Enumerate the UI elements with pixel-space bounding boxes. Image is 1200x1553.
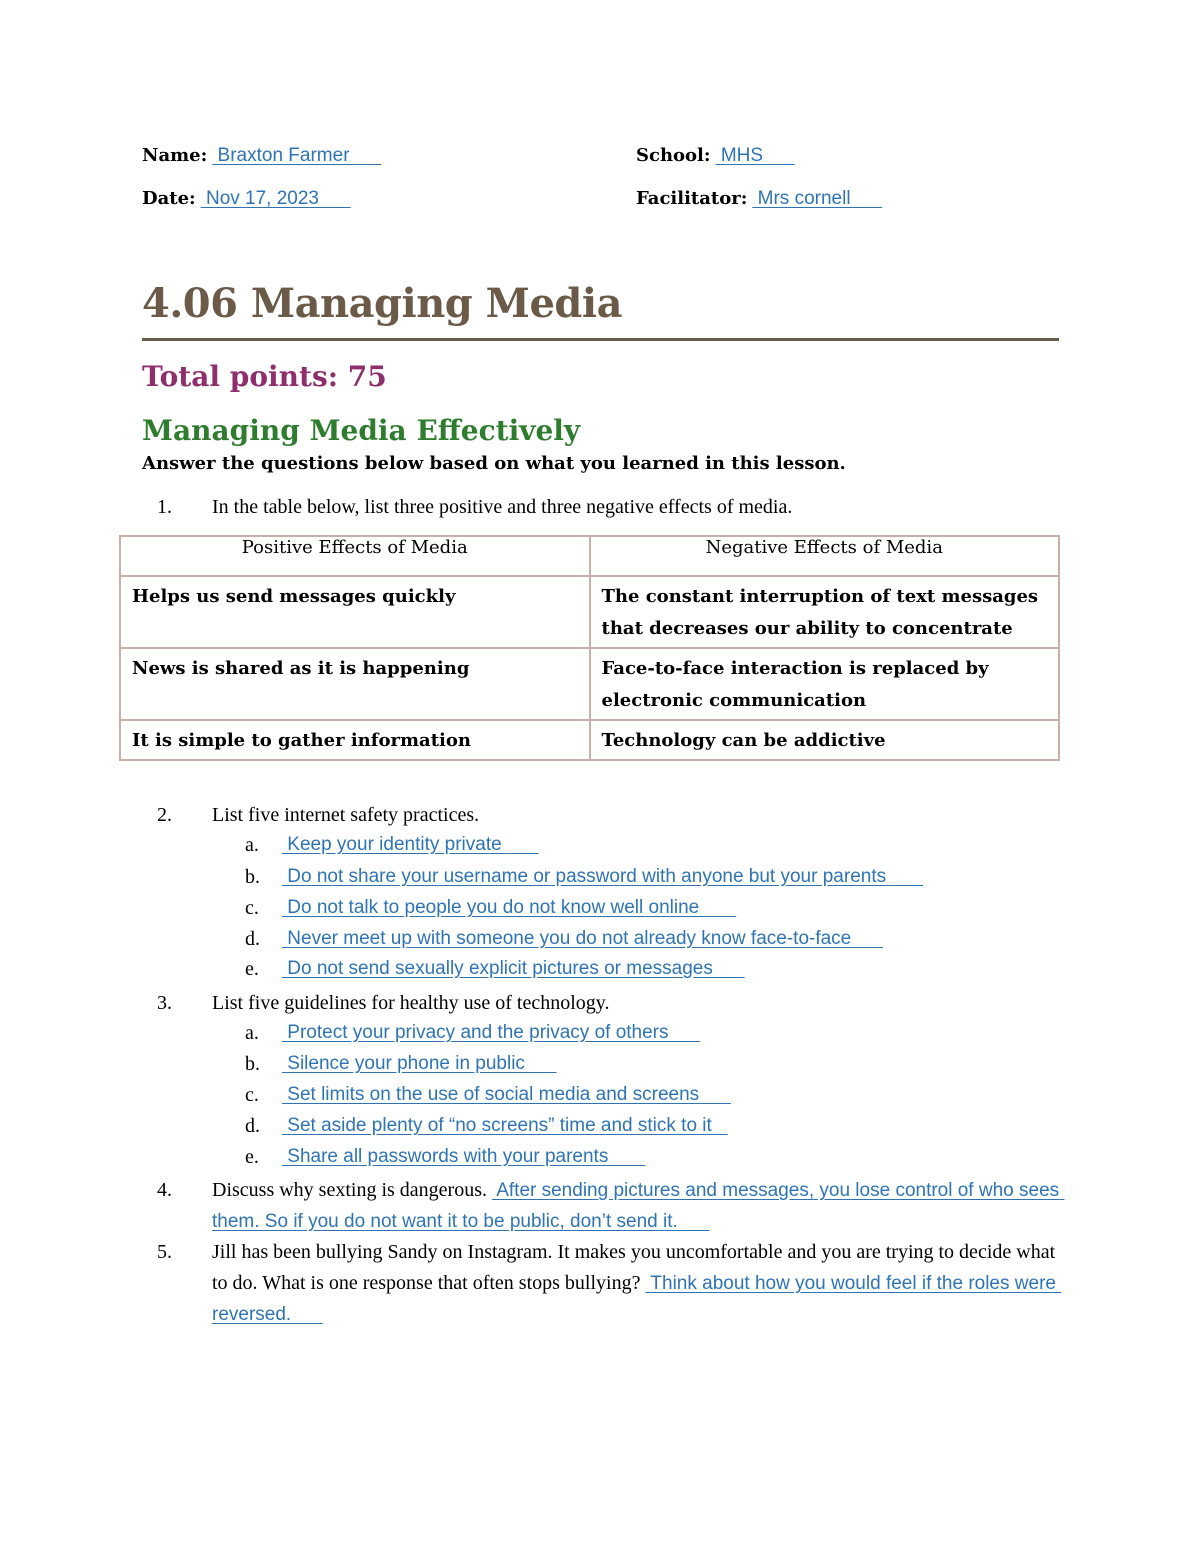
name-value[interactable]: Braxton Farmer <box>212 145 382 166</box>
name-label: Name: <box>142 145 208 166</box>
question-text: Jill has been bullying Sandy on Instagram. It makes you uncomfortable and you are trying to decide what to do. What is one response that often stops bullying? <box>212 1241 1056 1294</box>
table-header-row <box>120 536 1059 576</box>
date-label: Date: <box>142 188 196 209</box>
table-cell[interactable]: Technology can be addictive <box>590 720 1060 760</box>
table-cell[interactable]: Face-to-face interaction is replaced by electronic communication <box>590 648 1060 720</box>
name-field <box>142 144 381 167</box>
question-body <box>212 1175 1065 1237</box>
item-letter: d. <box>245 1115 260 1137</box>
question-number: 1. <box>157 496 172 518</box>
item-letter: e. <box>245 1146 259 1168</box>
question-1 <box>142 492 1060 523</box>
date-value[interactable]: Nov 17, 2023 <box>200 188 351 209</box>
table-cell[interactable]: The constant interruption of text messages that decreases our ability to concentrate <box>590 576 1060 648</box>
question-number: 5. <box>157 1241 172 1263</box>
effects-table <box>119 535 1060 761</box>
facilitator-value[interactable]: Mrs cornell <box>752 188 883 209</box>
answer-field[interactable]: Share all passwords with your parents <box>282 1146 646 1167</box>
item-letter: c. <box>245 1084 259 1106</box>
title-divider <box>142 338 1059 341</box>
answer-field[interactable]: Do not talk to people you do not know well online <box>282 897 737 918</box>
question-2 <box>142 800 1060 831</box>
facilitator-label: Facilitator: <box>636 188 748 209</box>
question-number: 2. <box>157 804 172 826</box>
question-text: List five guidelines for healthy use of technology. <box>212 992 610 1014</box>
table-row <box>120 648 1059 720</box>
answer-field[interactable]: Keep your identity private <box>282 834 539 855</box>
question-text: In the table below, list three positive and three negative effects of media. <box>212 496 793 518</box>
item-letter: a. <box>245 834 259 856</box>
question-body <box>212 1237 1060 1330</box>
item-letter: c. <box>245 897 259 919</box>
question-3 <box>142 988 1060 1019</box>
column-header-negative: Negative Effects of Media <box>590 536 1060 576</box>
answer-field[interactable]: Silence your phone in public <box>282 1053 557 1074</box>
question-number: 3. <box>157 992 172 1014</box>
answer-field[interactable]: Do not send sexually explicit pictures or messages <box>282 958 745 979</box>
item-letter: d. <box>245 928 260 950</box>
page-title: 4.06 Managing Media <box>142 280 622 327</box>
answer-field[interactable]: After sending pictures and messages, you lose control of who sees them. So if you do not want it to be public, don’t send it. <box>212 1180 1065 1232</box>
question-number: 4. <box>157 1179 172 1201</box>
answer-field[interactable]: Protect your privacy and the privacy of others <box>282 1022 701 1043</box>
table-cell[interactable]: Helps us send messages quickly <box>120 576 590 648</box>
school-field <box>636 144 795 167</box>
table-row <box>120 720 1059 760</box>
item-letter: a. <box>245 1022 259 1044</box>
answer-field[interactable]: Set limits on the use of social media and screens <box>282 1084 731 1105</box>
item-letter: e. <box>245 958 259 980</box>
question-5 <box>142 1237 1060 1330</box>
item-letter: b. <box>245 1053 260 1075</box>
answer-field[interactable]: Set aside plenty of “no screens” time and stick to it <box>282 1115 728 1136</box>
school-value[interactable]: MHS <box>715 145 795 166</box>
section-title: Managing Media Effectively <box>142 414 581 447</box>
table-row <box>120 576 1059 648</box>
school-label: School: <box>636 145 711 166</box>
column-header-positive: Positive Effects of Media <box>120 536 590 576</box>
item-letter: b. <box>245 866 260 888</box>
question-text: List five internet safety practices. <box>212 804 480 826</box>
total-points: Total points: 75 <box>142 360 387 393</box>
answer-field[interactable]: Never meet up with someone you do not already know face-to-face <box>282 928 883 949</box>
answer-field[interactable]: Do not share your username or password with anyone but your parents <box>282 866 924 887</box>
facilitator-field <box>636 187 882 210</box>
question-text: Discuss why sexting is dangerous. <box>212 1179 492 1201</box>
date-field <box>142 187 351 210</box>
question-4 <box>142 1175 1065 1237</box>
table-cell[interactable]: It is simple to gather information <box>120 720 590 760</box>
answer-field[interactable]: Think about how you would feel if the roles were reversed. <box>212 1273 1062 1325</box>
table-cell[interactable]: News is shared as it is happening <box>120 648 590 720</box>
instructions: Answer the questions below based on what you learned in this lesson. <box>142 453 846 474</box>
